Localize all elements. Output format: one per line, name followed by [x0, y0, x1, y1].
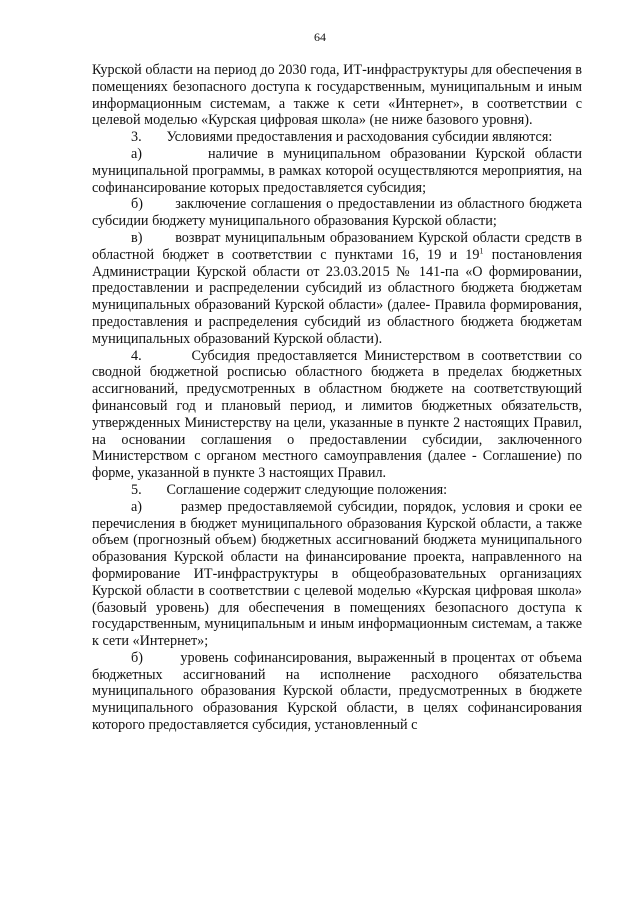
paragraph-item-3v-text: в) возврат муниципальным образованием Курской области средств в областной бюджет в соответствии с пунктами 16, 19 и 19 — [92, 229, 582, 263]
paragraph-item-4: 4. Субсидия предоставляется Министерством в соответствии со сводной бюджетной росписью областного бюджета в пределах бюджетных ассигнований, предусмотренных в областном бюджете на соответствующий финансовый год и плановый период, и лимитов бюджетных обязательств, утвержденных Министерству на цели, указанные в пункте 2 настоящих Правил, на основании соглашения о предоставлении субсидии, заключенного Министерством с органом местного самоуправления (далее - Соглашение) по форме, указанной в пункте 3 настоящих Правил. — [92, 347, 582, 482]
document-body — [92, 62, 582, 734]
paragraph-item-5: 5. Соглашение содержит следующие положения: — [131, 481, 448, 498]
paragraph-item-3: 3. Условиями предоставления и расходования субсидии являются: — [131, 129, 553, 146]
paragraph-item-3v-continuation: постановления Администрации Курской области от 23.03.2015 № 141-па «О формировании, предоставлении и распределении субсидий из областного бюджета бюджетам муниципальных образований Курской области» (далее- Правила формирования, предоставления и распределения субсидий из областного бюджета бюджетам муниципальных образований Курской области). — [92, 246, 582, 347]
superscript-one: 1 — [479, 246, 484, 256]
paragraph-item-5a: а) размер предоставляемой субсидии, порядок, условия и сроки ее перечисления в бюджет муниципального образования Курской области, а также объем (прогнозный объем) бюджетных ассигнований бюджета муниципального образования Курской области на финансирование проекта, направленного на формирование ИТ-инфраструктуры в общеобразовательных организациях Курской области в соответствии с целевой моделью «Курская цифровая школа» (базовый уровень) для обеспечения в помещениях безопасного доступа к государственным, муниципальным и иным информационным системам, а также к сети «Интернет»; — [92, 498, 582, 650]
page-number: 64 — [314, 30, 326, 44]
paragraph-item-3a: а) наличие в муниципальном образовании Курской области муниципальной программы, в рамках которой осуществляются мероприятия, на софинансирование которых предоставляется субсидия; — [92, 145, 582, 196]
paragraph-item-3v — [92, 230, 582, 348]
paragraph-item-3b: б) заключение соглашения о предоставлении из областного бюджета субсидии бюджету муниципального образования Курской области; — [92, 196, 582, 230]
paragraph-intro-continuation: Курской области на период до 2030 года, ИТ-инфраструктуры для обеспечения в помещениях безопасного доступа к государственным, муниципальным и иным информационным системам, а также к сети «Интернет», в соответствии с целевой моделью «Курская цифровая школа» (не ниже базового уровня). — [92, 62, 582, 129]
paragraph-item-5b: б) уровень софинансирования, выраженный в процентах от объема бюджетных ассигнований на исполнение расходного обязательства муниципального образования Курской области, предусмотренных в бюджете муниципального образования Курской области, в целях софинансирования которого предоставляется субсидия, установленный с — [92, 649, 582, 734]
